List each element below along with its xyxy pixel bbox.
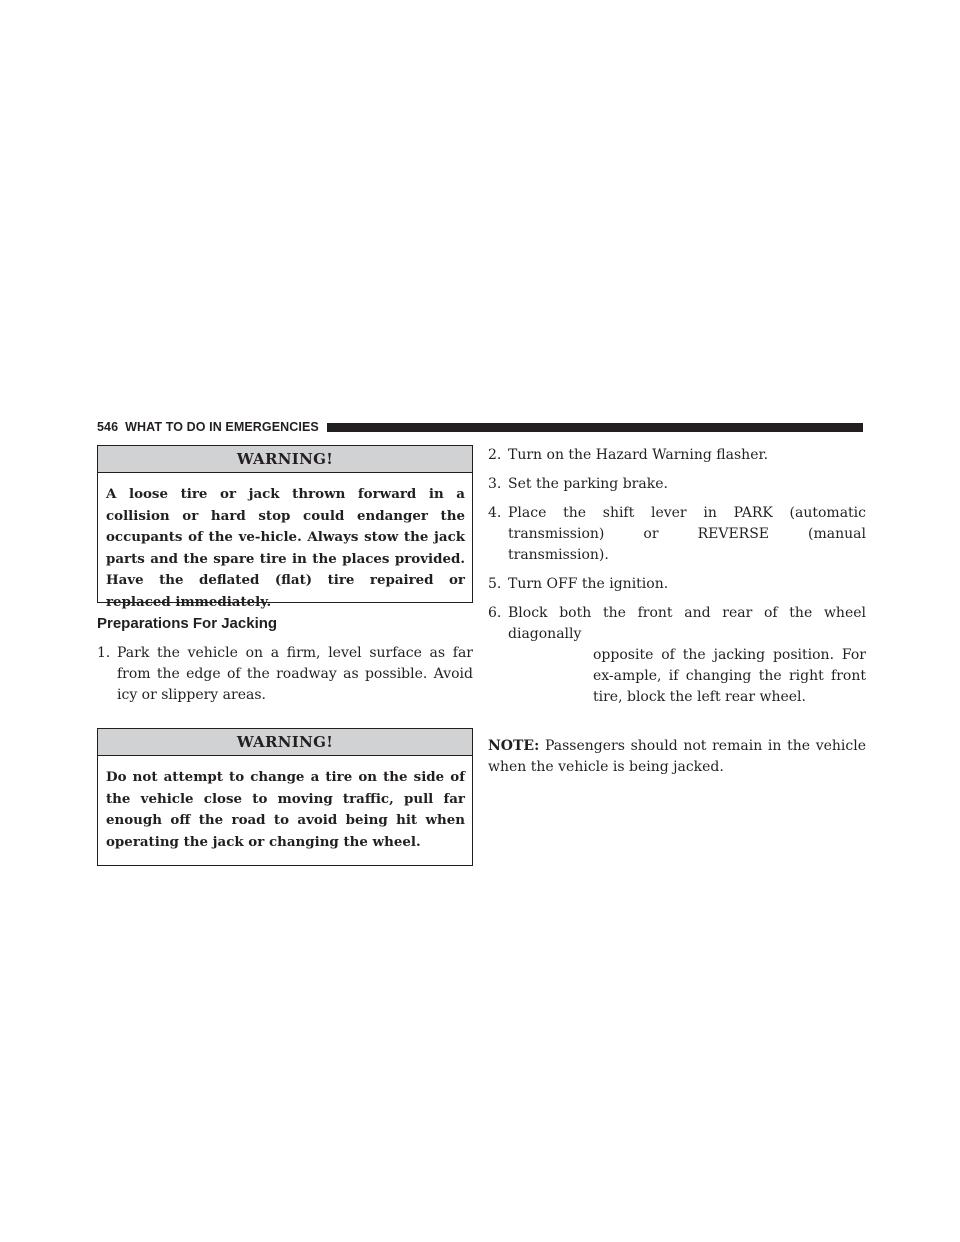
warning-body: Do not attempt to change a tire on the side of the vehicle close to moving traffic, pull far enough off the road to avoid being hit when operating the jack or changing the wheel. [106,769,465,850]
note-text: Passengers should not remain in the vehicle when the vehicle is being jacked. [488,738,866,775]
step-number: 1. [97,645,111,661]
step-number: 2. [488,447,502,463]
page-number: 546 [97,420,119,434]
warning-box-loose-tire [97,445,473,610]
step-text-first: Block both the front and rear of the wheel diagonally [508,605,866,642]
left-column [97,445,473,866]
header-rule [327,423,863,432]
right-column [488,445,866,778]
step-number: 5. [488,576,502,592]
section-title: WHAT TO DO IN EMERGENCIES [125,420,319,434]
step-2 [488,445,866,466]
step-6 [488,603,866,708]
step-text: Turn on the Hazard Warning flasher. [508,447,769,463]
step-number: 6. [488,605,502,621]
warning-title: WARNING! [98,729,472,756]
step-1 [97,643,473,706]
step-5 [488,574,866,595]
step-text: Park the vehicle on a firm, level surface as far from the edge of the roadway as possible. Avoid icy or slippery areas. [117,645,473,703]
section-heading: Preparations For Jacking [97,615,278,632]
page-header [97,419,863,435]
note-label: NOTE: [488,738,540,754]
step-number: 3. [488,476,502,492]
step-number: 4. [488,505,502,521]
warning-title: WARNING! [98,446,472,473]
step-text: Place the shift lever in PARK (automatic transmission) or REVERSE (manual transmission). [508,505,866,563]
warning-body: A loose tire or jack thrown forward in a collision or hard stop could endanger the occupants of the ve-hicle. Always stow the jack parts and the spare tire in the places provided. Have the deflated (flat) tire repaired or replaced immediately. [106,486,465,610]
note-paragraph [488,736,866,778]
step-text: Set the parking brake. [508,476,668,492]
step-text: Turn OFF the ignition. [508,576,669,592]
step-4 [488,503,866,566]
warning-box-traffic [97,728,473,866]
step-3 [488,474,866,495]
step-text-rest: opposite of the jacking position. For ex-ample, if changing the right front tire, block the left rear wheel. [593,647,866,705]
